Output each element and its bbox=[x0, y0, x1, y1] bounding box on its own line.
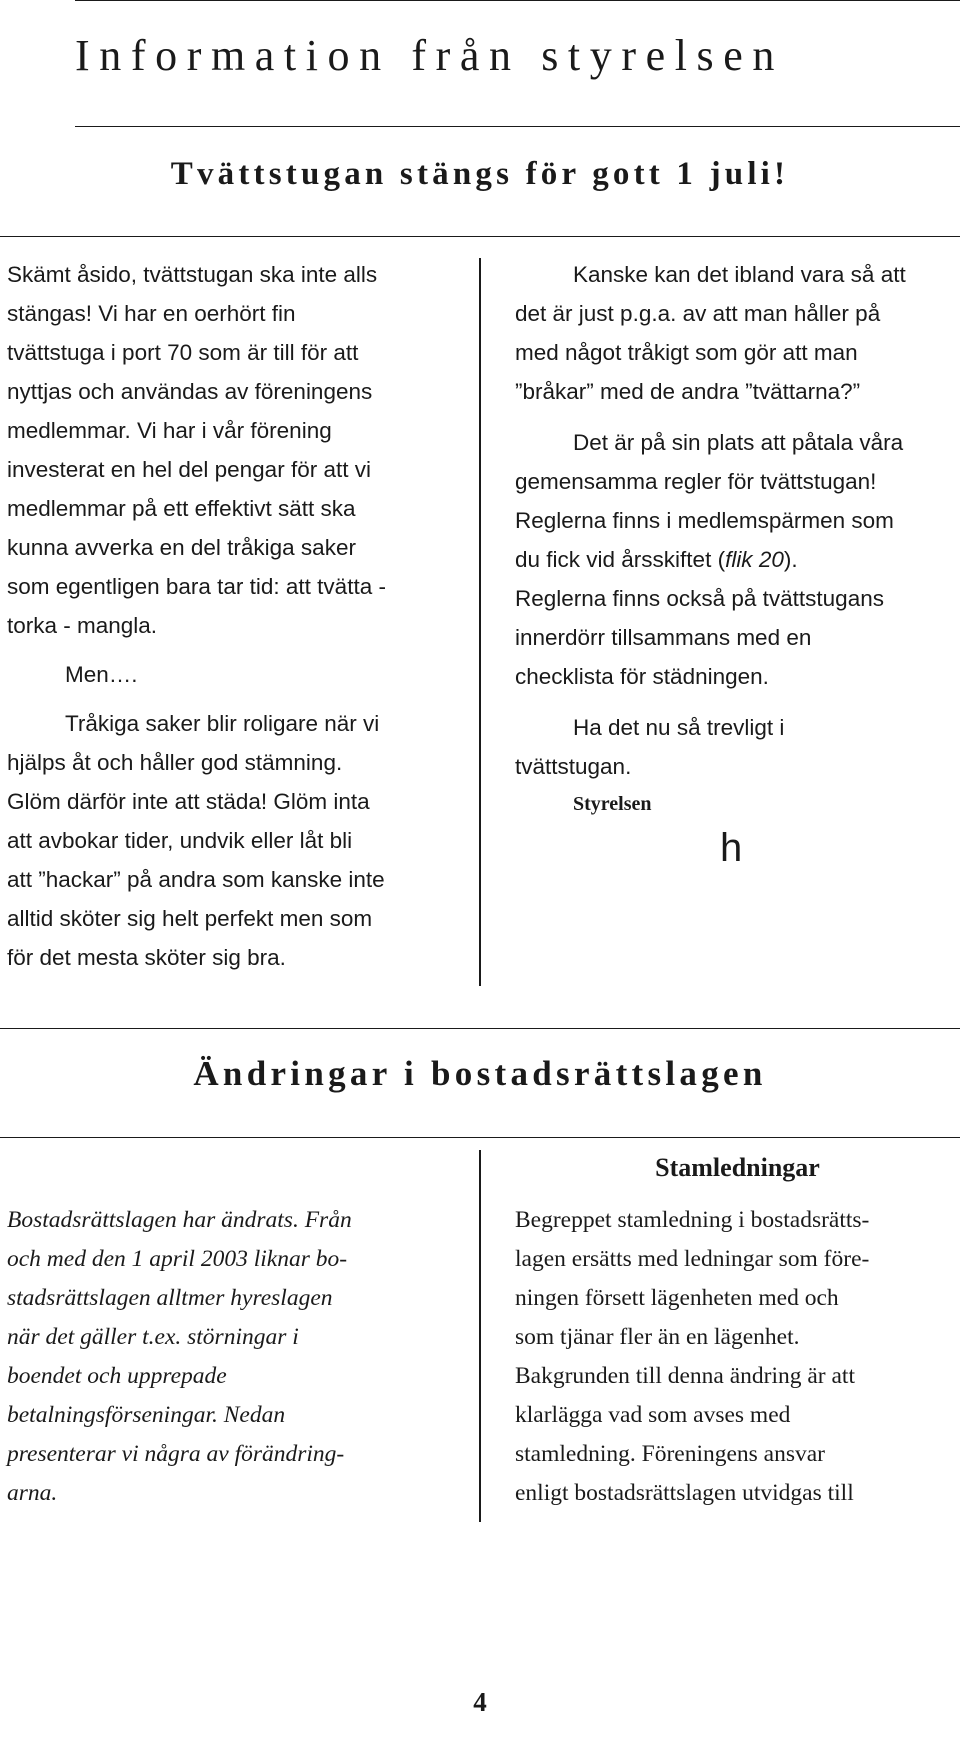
stray-glyph: h bbox=[720, 826, 743, 870]
section-heading-law: Ändringar i bostadsrättslagen bbox=[193, 1054, 767, 1093]
text-line: stängas! Vi har en oerhört fin bbox=[7, 301, 296, 326]
text-line: hjälps åt och håller god stämning. bbox=[7, 750, 343, 775]
text-line: som tjänar fler än en lägenhet. bbox=[515, 1324, 800, 1350]
page-title: Information från styrelsen bbox=[75, 31, 785, 80]
column-divider-1 bbox=[479, 258, 481, 986]
text-line: ningen försett lägenheten med och bbox=[515, 1285, 839, 1311]
text-line: checklista för städningen. bbox=[515, 664, 769, 689]
flik-suffix: ). bbox=[783, 547, 798, 572]
text-line: presenterar vi några av förändring- bbox=[7, 1441, 345, 1467]
text-line: stamledning. Föreningens ansvar bbox=[515, 1441, 826, 1467]
text-line: Skämt åsido, tvättstugan ska inte alls bbox=[7, 262, 378, 287]
text-line: nyttjas och användas av föreningens bbox=[7, 379, 373, 404]
text-line: med något tråkigt som gör att man bbox=[515, 340, 858, 365]
flik-prefix: du fick vid årsskiftet ( bbox=[515, 547, 726, 572]
text-line: och med den 1 april 2003 liknar bo- bbox=[7, 1246, 348, 1272]
laundry-right-column bbox=[515, 255, 906, 786]
section2-bottom-rule bbox=[0, 1137, 960, 1138]
text-line: Kanske kan det ibland vara så att bbox=[573, 262, 906, 287]
text-line: medlemmar på ett effektivt sätt ska bbox=[7, 496, 356, 521]
text-line: enligt bostadsrättslagen utvidgas till bbox=[515, 1480, 854, 1506]
subheading-stamledningar: Stamledningar bbox=[655, 1153, 820, 1182]
text-line: när det gäller t.ex. störningar i bbox=[7, 1324, 299, 1350]
text-line: Glöm därför inte att städa! Glöm inta bbox=[7, 789, 370, 814]
section-heading-laundry: Tvättstugan stängs för gott 1 juli! bbox=[170, 156, 790, 192]
text-line-flik bbox=[515, 540, 906, 579]
text-line: arna. bbox=[7, 1480, 58, 1506]
signature: Styrelsen bbox=[573, 793, 652, 815]
text-line: innerdörr tillsammans med en bbox=[515, 625, 812, 650]
text-line: tvättstuga i port 70 som är till för att bbox=[7, 340, 359, 365]
text-line: att avbokar tider, undvik eller låt bli bbox=[7, 828, 353, 853]
text-line: tvättstugan. bbox=[515, 754, 632, 779]
text-line: Reglerna finns i medlemspärmen som bbox=[515, 508, 894, 533]
text-line: Tråkiga saker blir roligare när vi bbox=[65, 711, 380, 736]
flik-reference: flik 20 bbox=[725, 547, 784, 572]
text-line: ”bråkar” med de andra ”tvättarna?” bbox=[515, 379, 861, 404]
text-line: betalningsförseningar. Nedan bbox=[7, 1402, 286, 1428]
text-line: alltid sköter sig helt perfekt men som bbox=[7, 906, 373, 931]
text-line: att ”hackar” på andra som kanske inte bbox=[7, 867, 385, 892]
laundry-left-column bbox=[7, 255, 386, 977]
law-right-column bbox=[515, 1201, 869, 1513]
text-line: Begreppet stamledning i bostadsrätts- bbox=[515, 1207, 870, 1233]
text-line: som egentligen bara tar tid: att tvätta - bbox=[7, 574, 386, 599]
law-left-column bbox=[7, 1201, 352, 1513]
text-line: torka - mangla. bbox=[7, 613, 158, 638]
text-line: Ha det nu så trevligt i bbox=[573, 715, 785, 740]
text-line: Det är på sin plats att påtala våra bbox=[573, 430, 904, 455]
text-line: det är just p.g.a. av att man håller på bbox=[515, 301, 881, 326]
text-line: stadsrättslagen alltmer hyreslagen bbox=[7, 1285, 333, 1311]
text-line: lagen ersätts med ledningar som före- bbox=[515, 1246, 870, 1272]
text-line: klarlägga vad som avses med bbox=[515, 1402, 791, 1428]
text-line: Bostadsrättslagen har ändrats. Från bbox=[7, 1207, 352, 1233]
title-rule bbox=[75, 126, 960, 127]
text-line: Bakgrunden till denna ändring är att bbox=[515, 1363, 855, 1389]
page-number: 4 bbox=[473, 1687, 487, 1717]
text-line: boendet och upprepade bbox=[7, 1363, 227, 1389]
text-line-men: Men…. bbox=[65, 662, 138, 687]
text-line: för det mesta sköter sig bra. bbox=[7, 945, 286, 970]
section2-top-rule bbox=[0, 1028, 960, 1029]
text-line: kunna avverka en del tråkiga saker bbox=[7, 535, 356, 560]
text-line: investerat en hel del pengar för att vi bbox=[7, 457, 371, 482]
text-line: gemensamma regler för tvättstugan! bbox=[515, 469, 877, 494]
text-line: Reglerna finns också på tvättstugans bbox=[515, 586, 884, 611]
top-rule bbox=[75, 0, 960, 1]
section1-rule bbox=[0, 236, 960, 237]
column-divider-2 bbox=[479, 1150, 481, 1522]
text-line: medlemmar. Vi har i vår förening bbox=[7, 418, 332, 443]
